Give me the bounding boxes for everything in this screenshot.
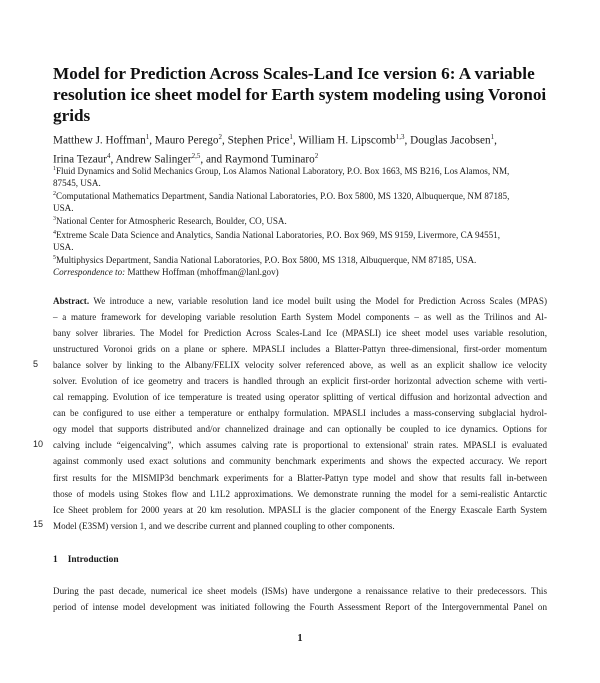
page-number: 1 [297,633,303,644]
abstract-line: can be configured to use either a temperature or enthalpy formulation. MPASLI includes a mass-conserving subglacial hydrol- [53,408,547,419]
author-line: Matthew J. Hoffman$^1$, Mauro Perego$^2$, Stephen Price$^1$, William H. Lipscomb$^{1,3}$, Douglas Jacobsen$^1$, [53,133,497,147]
affiliation: $^5$Multiphysics Department, Sandia National Laboratories, P.O. Box 5800, MS 1318, Albuquerque, NM 87185, USA. [53,255,477,266]
affiliation: $^2$Computational Mathematics Department, Sandia National Laboratories, P.O. Box 5800, MS 1320, Albuquerque, NM 87185, USA. [53,191,510,213]
line-number: 5 [33,359,39,369]
intro-line: During the past decade, numerical ice sheet models (ISMs) have undergone a renaissance relative to their predecessors. This [53,586,547,596]
abstract-line: ogy model that supports distributed and/or channelized drainage and can optionally be coupled to ice dynamics. Options for [53,424,547,435]
section-title: Introduction [67,555,119,565]
abstract-line: solver. Evolution of ice geometry and tracers is handled through an explicit first-order horizontal advection scheme with verti- [53,376,547,387]
affiliation: $^4$Extreme Scale Data Science and Analytics, Sandia National Laboratories, P.O. Box 969, MS 9159, Livermore, CA 94551, USA. [53,230,500,252]
abstract-line: calving include “eigencalving”, which assumes calving rate is proportional to extensional' strain rates. MPASLI is evaluated [53,440,547,451]
author-line: Irina Tezaur$^4$, Andrew Salinger$^{2,5}$, and Raymond Tuminaro$^2$ [53,151,319,166]
abstract-line: against commonly used exact solutions and community benchmark experiments and shows the expected accuracy. We report [53,456,547,467]
abstract-line: Ice Sheet problem for 2000 years at 20 km resolution. MPASLI is the glacier component of the Energy Exascale Earth System [53,504,547,515]
affiliation: $^3$National Center for Atmospheric Research, Boulder, CO, USA. [53,216,287,227]
paper-title [53,63,553,126]
line-number: 10 [33,439,44,449]
author-list [53,130,563,167]
abstract-line: Abstract. We introduce a new, variable resolution land ice model built using the Model for Prediction Across Scales (MPAS) [53,296,548,306]
abstract-line: cal remapping. Evolution of ice temperature is treated using operator splitting of vertical diffusion and horizontal advection and [53,392,547,403]
abstract [53,293,547,534]
abstract-line: first results for the MISMIP3d benchmark experiments for a Blatter-Pattyn type model and show that results fall in-between [53,472,547,483]
abstract-line: – a mature framework for developing variable resolution Earth System Model components – as well as the Trilinos and Al- [53,312,547,323]
affiliations [53,164,563,279]
section-heading [53,555,119,565]
author: William H. Lipscomb [298,134,396,147]
author: Stephen Price [227,134,290,147]
correspondence [53,267,563,279]
author: Irina Tezaur [53,153,107,166]
abstract-label: Abstract. [53,296,90,306]
section-number: 1 [53,555,58,565]
abstract-line: Model (E3SM) version 1, and we describe current and planned coupling to other components. [53,520,395,531]
title-line: grids [53,106,91,125]
correspondence-text: Matthew Hoffman (mhoffman@lanl.gov) [127,266,279,277]
author: Matthew J. Hoffman [53,134,146,147]
abstract-line: those of models using Stokes flow and L1L2 approximations. We demonstrate running the model for a semi-realistic Antarctic [53,488,547,499]
affiliation: $^1$Fluid Dynamics and Solid Mechanics Group, Los Alamos National Laboratory, P.O. Box 1663, MS B216, Los Alamos, NM, 87545, USA. [53,166,510,188]
author: Raymond Tuminaro [224,153,315,166]
author: Andrew Salinger [115,153,192,166]
author: Mauro Perego [154,134,219,147]
title-line: resolution ice sheet model for Earth system modeling using Voronoi [53,85,547,104]
correspondence-label: Correspondence to: [53,266,126,277]
author: Douglas Jacobsen [410,134,491,147]
abstract-line: bany solver libraries. The Model for Prediction Across Scales-Land Ice (MPASLI) ice sheet model uses variable resolution, [53,328,547,339]
abstract-line: unstructured Voronoi grids on a plane or sphere. MPASLI includes a Blatter-Pattyn three-dimensional, first-order momentum [53,344,547,355]
intro-line: period of intense model development was initiated following the Fourth Assessment Report of the Intergovernmental Panel on [53,602,547,612]
line-number: 15 [33,519,44,529]
author-conjunction: and [205,153,223,166]
abstract-line: balance solver by linking to the Albany/FELIX velocity solver referenced above, as well as an explicit shallow ice velocity [53,360,547,371]
title-line: Model for Prediction Across Scales-Land Ice version 6: A variable [53,64,535,83]
intro-paragraph [53,583,547,615]
